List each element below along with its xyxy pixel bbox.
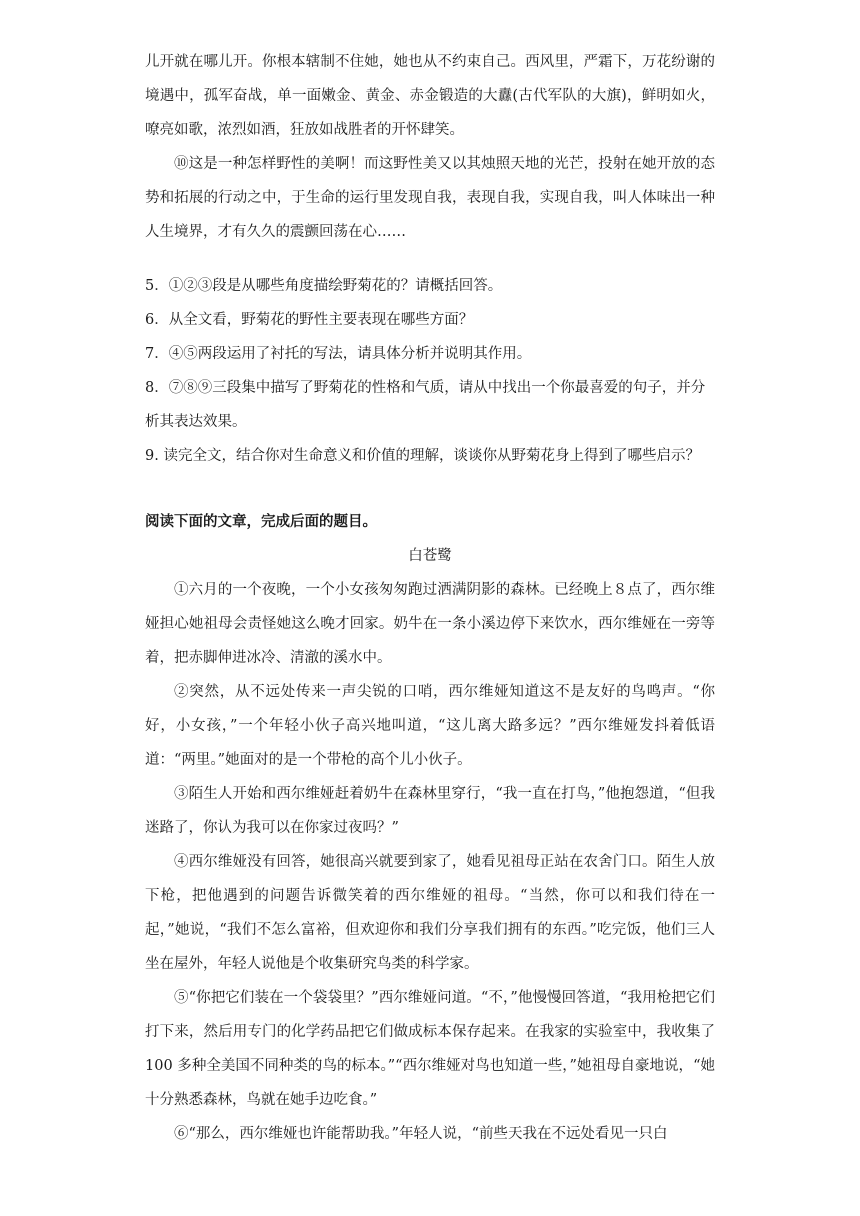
reading-instruction: 阅读下面的文章，完成后面的题目。 xyxy=(145,513,377,530)
question-8: 8．⑦⑧⑨三段集中描写了野菊花的性格和气质，请从中找出一个你最喜爱的句子，并分析其表达效果。 xyxy=(145,380,706,430)
passage-1-continuation xyxy=(145,45,715,249)
question-list xyxy=(145,269,715,473)
paragraph-4: ④西尔维娅没有回答，她很高兴就要到家了，她看见祖母正站在农舍门口。陌生人放下枪，把他遇到的问题告诉微笑着的西尔维娅的祖母。“当然，你可以和我们待在一起，”她说，“我们不怎么富裕，但欢迎你和我们分享我们拥有的东西。”吃完饭，他们三人坐在屋外，年轻人说他是个收集研究鸟类的科学家。 xyxy=(145,854,715,972)
passage-2 xyxy=(145,505,715,1151)
paragraph-3: ③陌生人开始和西尔维娅赶着奶牛在森林里穿行，“我一直在打鸟，”他抱怨道，“但我迷路了，你认为我可以在你家过夜吗？” xyxy=(145,786,715,836)
question-9: 9. 读完全文，结合你对生命意义和价值的理解，谈谈你从野菊花身上得到了哪些启示？ xyxy=(145,448,700,464)
question-5: 5．①②③段是从哪些角度描绘野菊花的？请概括回答。 xyxy=(145,278,503,294)
article-title: 白苍鹭 xyxy=(408,548,452,564)
paragraph-6: ⑥“那么，西尔维娅也许能帮助我。”年轻人说，“前些天我在不远处看见一只白 xyxy=(174,1126,668,1142)
question-6: 6．从全文看，野菊花的野性主要表现在哪些方面？ xyxy=(145,312,474,328)
question-7: 7．④⑤两段运用了衬托的写法，请具体分析并说明其作用。 xyxy=(145,346,532,362)
paragraph-5: ⑤“你把它们装在一个袋袋里？”西尔维娅问道。“不，”他慢慢回答道，“我用枪把它们打下来，然后用专门的化学药品把它们做成标本保存起来。在我家的实验室中，我收集了 100 多种全美国不同种类的鸟的标本。”“西尔维娅对鸟也知道一些，”她祖母自豪地说，“她十分熟悉森林，鸟就在她手边吃食。” xyxy=(145,990,715,1108)
paragraph-10: ⑩这是一种怎样野性的美啊！而这野性美又以其烛照天地的光芒，投射在她开放的态势和拓展的行动之中，于生命的运行里发现自我，表现自我，实现自我，叫人体味出一种人生境界，才有久久的震颤回荡在心…… xyxy=(145,156,715,240)
paragraph-continued: 儿开就在哪儿开。你根本辖制不住她，她也从不约束自己。西风里，严霜下，万花纷谢的境遇中，孤军奋战，单一面嫩金、黄金、赤金锻造的大纛(古代军队的大旗)，鲜明如火，嘹亮如歌，浓烈如酒，狂放如战胜者的开怀肆笑。 xyxy=(145,54,715,138)
paragraph-2: ②突然，从不远处传来一声尖锐的口哨，西尔维娅知道这不是友好的鸟鸣声。“你好，小女孩，”一个年轻小伙子高兴地叫道，“这儿离大路多远？”西尔维娅发抖着低语道：“两里。”她面对的是一个带枪的高个儿小伙子。 xyxy=(145,684,715,768)
paragraph-1: ①六月的一个夜晚，一个小女孩匆匆跑过洒满阴影的森林。已经晚上８点了，西尔维娅担心她祖母会责怪她这么晚才回家。奶牛在一条小溪边停下来饮水，西尔维娅在一旁等着，把赤脚伸进冰冷、清澈的溪水中。 xyxy=(145,582,715,666)
